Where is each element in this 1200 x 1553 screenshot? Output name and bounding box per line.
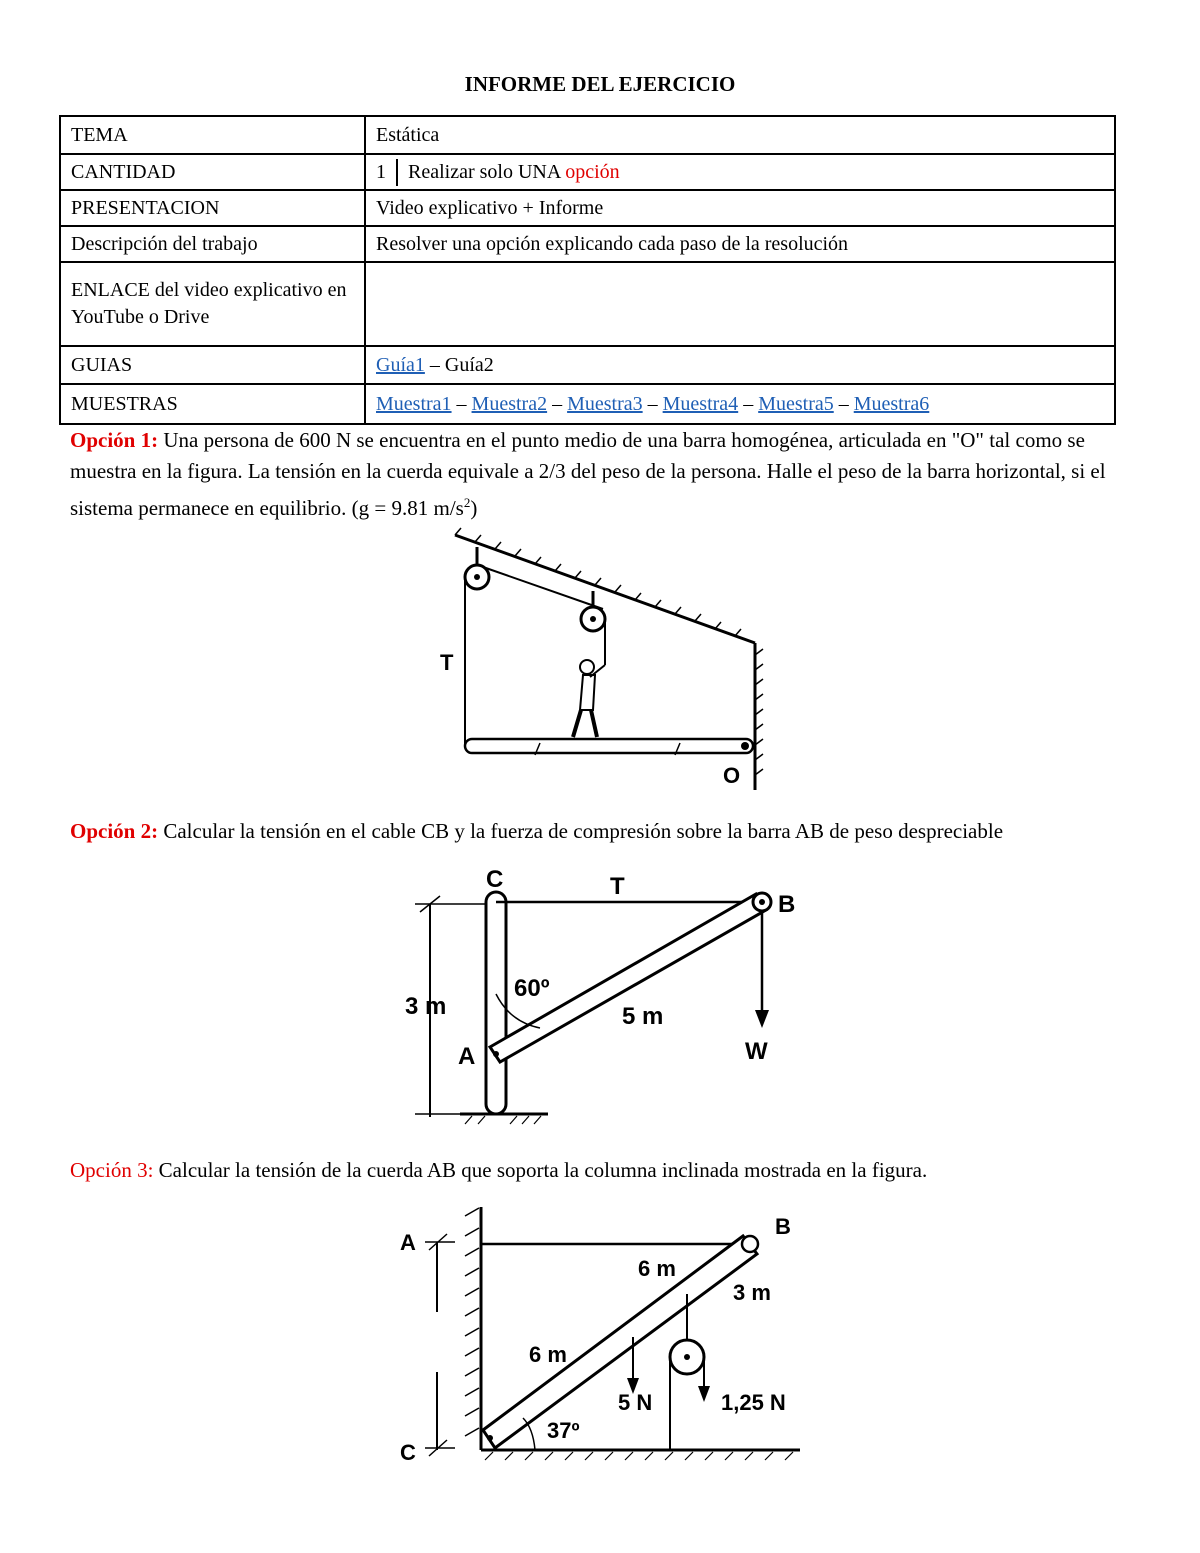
cantidad-text — [398, 159, 630, 186]
muestras-separator: – — [642, 392, 663, 415]
figure-2-label-height: 3 m — [405, 993, 447, 1020]
figure-3-label-b: B — [775, 1214, 791, 1239]
figure-3-diagram — [395, 1202, 815, 1472]
row-value-tema: Estática — [365, 116, 1115, 154]
muestras-separator: – — [833, 392, 854, 415]
figure-2-label-angle: 60º — [514, 975, 550, 1002]
row-label-descripcion: Descripción del trabajo — [60, 226, 365, 262]
option-2-text: Calcular la tensión en el cable CB y la fuerza de compresión sobre la barra AB de peso despreciable — [158, 819, 1004, 843]
row-label-cantidad: CANTIDAD — [60, 154, 365, 190]
figure-2-label-b: B — [778, 891, 796, 918]
figure-1-label-t: T — [440, 650, 454, 675]
muestra5-link[interactable]: Muestra5 — [758, 392, 834, 415]
row-value-enlace[interactable] — [365, 262, 1115, 346]
figure-3-label-a: A — [400, 1230, 416, 1255]
option-3-text: Calcular la tensión de la cuerda AB que soporta la columna inclinada mostrada en la figura. — [153, 1158, 928, 1182]
figure-3-label-lower: 6 m — [529, 1342, 567, 1367]
figure-2-label-c: C — [486, 866, 504, 893]
option-1-tail: ) — [470, 496, 478, 520]
figure-3-label-upper: 6 m — [638, 1256, 676, 1281]
arrow-down-icon — [698, 1386, 710, 1402]
row-value-descripcion: Resolver una opción explicando cada paso de la resolución — [365, 226, 1115, 262]
figure-3-label-force2: 1,25 N — [721, 1390, 786, 1415]
option-1-paragraph — [70, 425, 1132, 524]
row-value-muestras — [365, 384, 1115, 424]
row-value-guias — [365, 346, 1115, 384]
figure-1-diagram — [425, 525, 775, 795]
option-2-paragraph — [70, 816, 1132, 847]
figure-1-label-o: O — [723, 763, 741, 788]
document-title: INFORME DEL EJERCICIO — [464, 72, 736, 96]
muestra3-link[interactable]: Muestra3 — [567, 392, 643, 415]
guias-separator: – — [424, 353, 445, 376]
guia2-text: Guía2 — [444, 353, 494, 376]
guia1-link[interactable]: Guía1 — [376, 353, 425, 376]
figure-3-label-side: 3 m — [733, 1280, 771, 1305]
figure-3-label-angle: 37º — [547, 1418, 580, 1443]
info-table — [59, 115, 1116, 425]
table-row — [60, 190, 1115, 226]
row-label-muestras: MUESTRAS — [60, 384, 365, 424]
table-row — [60, 346, 1115, 384]
table-row — [60, 116, 1115, 154]
muestras-separator: – — [738, 392, 759, 415]
muestras-separator: – — [451, 392, 472, 415]
muestra2-link[interactable]: Muestra2 — [471, 392, 548, 415]
option-2-heading: Opción 2: — [70, 819, 159, 843]
figure-3-label-c: C — [400, 1440, 416, 1465]
row-value-cantidad — [365, 154, 1115, 190]
table-row — [60, 384, 1115, 424]
row-label-presentacion: PRESENTACION — [60, 190, 365, 226]
row-label-enlace: ENLACE del video explicativo en YouTube o Drive — [60, 262, 365, 346]
muestra6-link[interactable]: Muestra6 — [853, 392, 930, 415]
table-row — [60, 154, 1115, 190]
figure-2-diagram — [400, 862, 820, 1137]
muestras-separator: – — [547, 392, 568, 415]
person-icon — [573, 660, 605, 737]
muestra4-link[interactable]: Muestra4 — [662, 392, 739, 415]
option-1-text: Una persona de 600 N se encuentra en el punto medio de una barra homogénea, articulada en "O" tal como se muestra en la figura. La tensión en la cuerda equivale a 2/3 del peso de la persona. Halle el peso de la barra horizontal, si el sistema permanece en equilibrio. (g = 9.81 m/s — [70, 428, 1106, 520]
cantidad-number: 1 — [366, 159, 398, 186]
figure-3-label-force1: 5 N — [618, 1390, 653, 1415]
table-row — [60, 262, 1115, 346]
muestra1-link[interactable]: Muestra1 — [376, 392, 452, 415]
cantidad-text-main: Realizar solo UNA — [408, 160, 566, 183]
row-value-presentacion: Video explicativo + Informe — [365, 190, 1115, 226]
row-label-tema: TEMA — [60, 116, 365, 154]
figure-2-label-w: W — [745, 1038, 768, 1065]
option-1-sup: 2 — [463, 495, 471, 510]
option-3-paragraph — [70, 1155, 1132, 1186]
row-label-guias: GUIAS — [60, 346, 365, 384]
table-row — [60, 226, 1115, 262]
figure-2-label-length: 5 m — [622, 1003, 664, 1030]
option-1-heading: Opción 1: — [70, 428, 159, 452]
figure-2-label-a: A — [458, 1043, 476, 1070]
figure-2-label-t: T — [610, 873, 625, 900]
cantidad-highlight: opción — [565, 160, 620, 183]
option-3-heading: Opción 3: — [70, 1158, 154, 1182]
arrow-down-icon — [755, 1010, 769, 1028]
